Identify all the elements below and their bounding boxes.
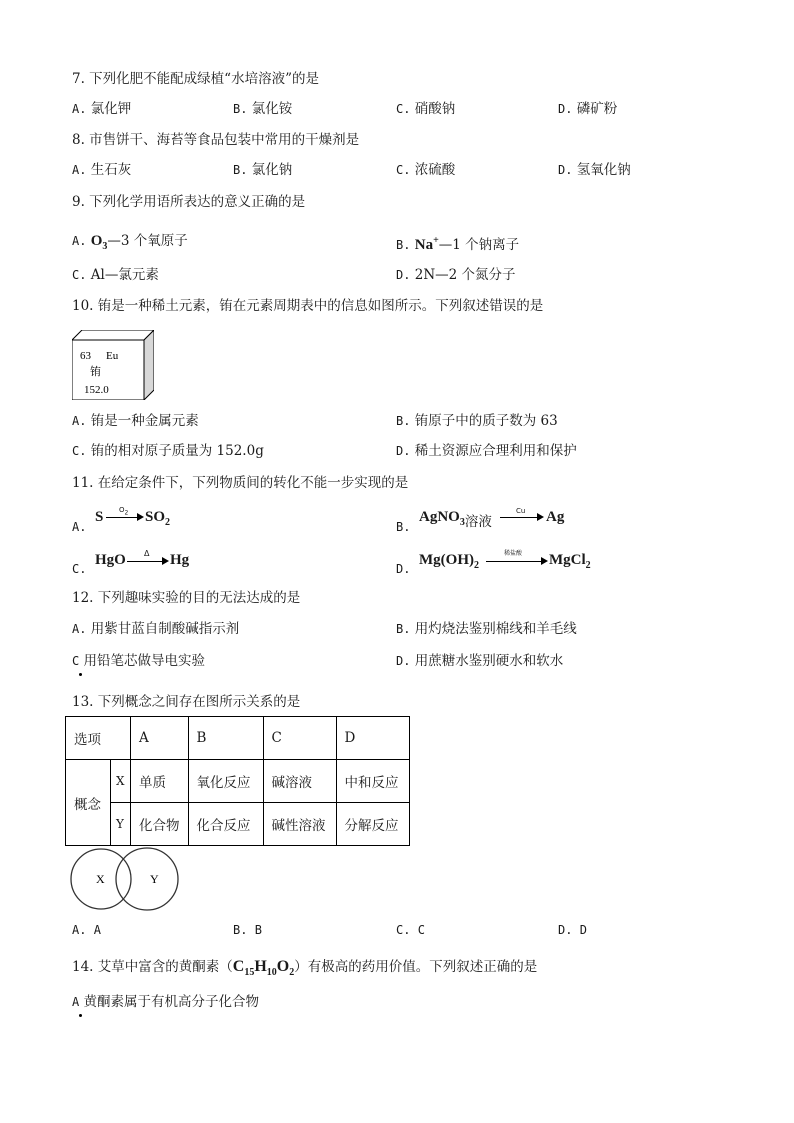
- q7-stem: 7. 下列化肥不能配成绿植“水培溶液”的是: [72, 71, 319, 87]
- q11-b-condition: Cu: [516, 507, 526, 515]
- q11-d-to: MgCl$_2$: [549, 552, 591, 571]
- q13-option-a: A. A: [72, 923, 101, 937]
- q13-option-d: D. D: [558, 923, 587, 937]
- table-header-cell: B: [188, 717, 263, 760]
- q9-option-a: A. $O_3—3$ 个氧原子: [72, 233, 188, 252]
- q9-option-b: B. Na+—1 个钠离子: [396, 235, 520, 253]
- q8-option-d: D. 氢氧化钠: [558, 162, 631, 178]
- q9-stem: 9. 下列化学用语所表达的意义正确的是: [72, 194, 306, 210]
- q11-d-label: D.: [396, 562, 411, 576]
- table-header-cell: D: [336, 717, 409, 760]
- q12-option-d: D. 用蔗糖水鉴别硬水和软水: [396, 653, 564, 669]
- q13-table: [65, 716, 410, 846]
- table-cell: 中和反应: [336, 760, 409, 803]
- q12-option-b: B. 用灼烧法鉴别棉线和羊毛线: [396, 621, 577, 637]
- q11-a-arrowhead-icon: [137, 513, 144, 521]
- q11-d-arrow: [486, 561, 542, 562]
- table-header-cell: 选项: [66, 717, 131, 760]
- q7-option-a: A. 氯化钾: [72, 101, 132, 117]
- table-row-key: Y: [111, 803, 131, 846]
- q11-a-condition: $O_2$: [119, 506, 129, 517]
- q11-d-condition: 稀盐酸: [504, 550, 523, 557]
- q11-c-arrowhead-icon: [162, 557, 169, 565]
- q14-a-dot: [79, 1014, 82, 1017]
- table-header-cell: C: [263, 717, 336, 760]
- q10-option-b: B. 铕原子中的质子数为 63: [396, 413, 558, 429]
- table-row: [66, 760, 410, 803]
- table-row: [66, 803, 410, 846]
- q13-option-c: C. C: [396, 923, 425, 937]
- table-header-row: [66, 717, 410, 760]
- venn-label-x: X: [96, 872, 105, 886]
- table-row-key: X: [111, 760, 131, 803]
- q11-c-arrow: [127, 561, 163, 562]
- venn-label-y: Y: [150, 872, 159, 886]
- q13-stem: 13. 下列概念之间存在图所示关系的是: [72, 694, 301, 710]
- element-symbol: Eu: [106, 350, 119, 362]
- element-mass: 152.0: [84, 384, 109, 396]
- q11-c-to: Hg: [170, 552, 190, 568]
- q11-b-arrow: [500, 517, 538, 518]
- q11-b-to: Ag: [546, 509, 565, 525]
- q11-a-label: A.: [72, 520, 87, 534]
- q12-option-c: C 用铅笔芯做导电实验: [72, 653, 206, 669]
- element-name: 铕: [90, 365, 101, 378]
- table-cell: 化合物: [131, 803, 189, 846]
- q7-option-c: C. 硝酸钠: [396, 101, 456, 117]
- q14-stem: 14. 艾草中富含的黄酮素$(C_{15}H_{10}O_2)$有极高的药用价值。下列叙述正确的是: [72, 958, 538, 979]
- q11-d-arrowhead-icon: [541, 557, 548, 565]
- q12-stem: 12. 下列趣味实验的目的无法达成的是: [72, 590, 301, 606]
- q11-b-from: AgNO$_3$溶液: [419, 509, 492, 530]
- q8-stem: 8. 市售饼干、海苔等食品包装中常用的干燥剂是: [72, 132, 360, 148]
- q11-stem: 11. 在给定条件下，下列物质间的转化不能一步实现的是: [72, 475, 409, 491]
- venn-circle-y: [116, 848, 178, 910]
- q10-option-d: D. 稀土资源应合理利用和保护: [396, 443, 577, 459]
- q11-d-from: $Mg(OH)_2$: [419, 552, 479, 571]
- q14-option-a: A 黄酮素属于有机高分子化合物: [72, 994, 260, 1010]
- europium-element-cell: [72, 330, 154, 400]
- q9-option-d: D. 2N—2 个氮分子: [396, 267, 516, 283]
- q11-a-to: $SO_2$: [145, 509, 171, 528]
- q11-c-label: C.: [72, 562, 87, 576]
- table-cell: 化合反应: [188, 803, 263, 846]
- q11-b-arrowhead-icon: [537, 513, 544, 521]
- q9-option-c: C. Al—氯元素: [72, 267, 159, 283]
- q10-option-c: C. 铕的相对原子质量为 152.0g: [72, 443, 264, 459]
- q12-option-a: A. 用紫甘蓝自制酸碱指示剂: [72, 621, 240, 637]
- q10-option-a: A. 铕是一种金属元素: [72, 413, 199, 429]
- q11-a-from: S: [95, 509, 104, 525]
- q10-stem: 10. 铕是一种稀土元素，铕在元素周期表中的信息如图所示。下列叙述错误的是: [72, 298, 544, 314]
- table-cell: 碱溶液: [263, 760, 336, 803]
- q13-option-b: B. B: [233, 923, 262, 937]
- table-cell: 单质: [131, 760, 189, 803]
- q11-c-condition: Δ: [144, 549, 150, 558]
- q8-option-a: A. 生石灰: [72, 162, 132, 178]
- q12-c-dot: [79, 673, 82, 676]
- q7-option-d: D. 磷矿粉: [558, 101, 618, 117]
- q11-c-from: HgO: [95, 552, 126, 568]
- venn-diagram: [68, 846, 184, 912]
- q11-b-label: B.: [396, 520, 411, 534]
- table-cell: 氧化反应: [188, 760, 263, 803]
- table-header-cell: A: [131, 717, 189, 760]
- q8-option-b: B. 氯化钠: [233, 162, 293, 178]
- element-cube-icon: [72, 330, 154, 400]
- table-cell: 碱性溶液: [263, 803, 336, 846]
- q8-option-c: C. 浓硫酸: [396, 162, 456, 178]
- table-cell: 分解反应: [336, 803, 409, 846]
- q11-a-arrow: [106, 517, 138, 518]
- table-concept-cell: 概念: [66, 760, 111, 846]
- element-number: 63: [80, 350, 91, 362]
- q7-option-b: B. 氯化铵: [233, 101, 293, 117]
